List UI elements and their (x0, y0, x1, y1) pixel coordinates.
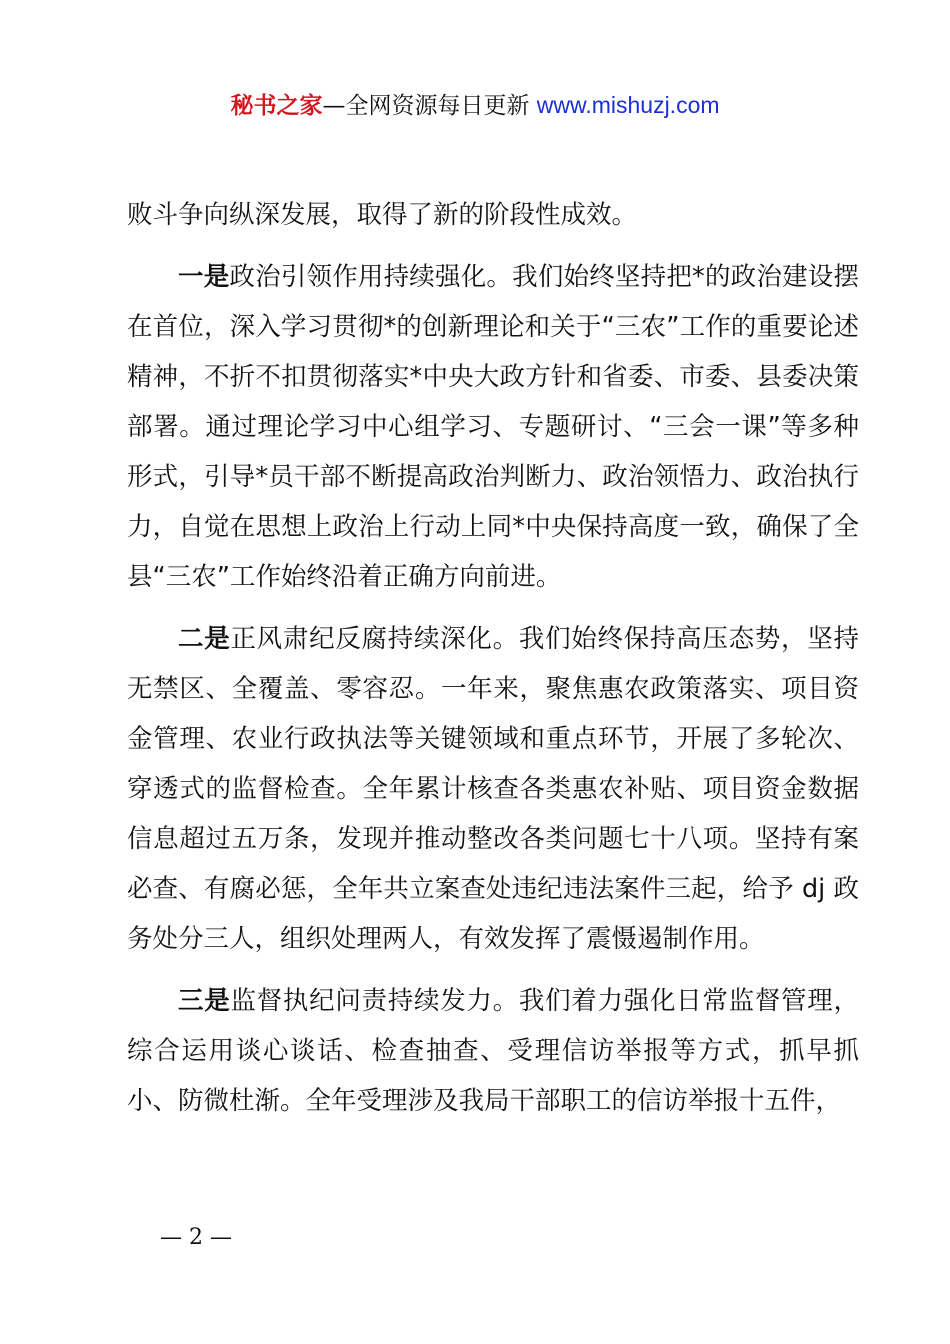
paragraph-lead: 二是 (178, 624, 231, 654)
site-url-link[interactable]: www.mishuzj.com (536, 92, 720, 118)
site-header (0, 88, 950, 123)
document-body (127, 190, 859, 1126)
paragraph-continuation (127, 190, 859, 240)
header-tagline: —全网资源每日更新 (322, 93, 537, 119)
paragraph-1 (127, 252, 859, 602)
paragraph-2 (127, 614, 859, 964)
paragraph-text: 正风肃纪反腐持续深化。我们始终保持高压态势，坚持无禁区、全覆盖、零容忍。一年来，聚焦惠农政策落实、项目资金管理、农业行政执法等关键领域和重点环节，开展了多轮次、穿透式的监督检查。全年累计核查各类惠农补贴、项目资金数据信息超过五万条，发现并推动整改各类问题七十八项。坚持有案必查、有腐必惩，全年共立案查处违纪违法案件三起，给予 dj 政务处分三人，组织处理两人，有效发挥了震慑遏制作用。 (127, 624, 859, 954)
paragraph-3 (127, 976, 859, 1126)
paragraph-text: 监督执纪问责持续发力。我们着力强化日常监督管理，综合运用谈心谈话、检查抽查、受理信访举报等方式，抓早抓小、防微杜渐。全年受理涉及我局干部职工的信访举报十五件， (127, 986, 859, 1116)
page-number: — 2 — (160, 1225, 232, 1250)
paragraph-lead: 三是 (178, 986, 231, 1016)
paragraph-text: 败斗争向纵深发展，取得了新的阶段性成效。 (127, 200, 638, 230)
paragraph-lead: 一是 (178, 262, 230, 292)
brand-name: 秘书之家 (230, 93, 323, 119)
paragraph-text: 政治引领作用持续强化。我们始终坚持把*的政治建设摆在首位，深入学习贯彻*的创新理论和关于“三农”工作的重要论述精神，不折不扣贯彻落实*中央大政方针和省委、市委、县委决策部署。通过理论学习中心组学习、专题研讨、“三会一课”等多种形式，引导*员干部不断提高政治判断力、政治领悟力、政治执行力，自觉在思想上政治上行动上同*中央保持高度一致，确保了全县“三农”工作始终沿着正确方向前进。 (127, 262, 859, 592)
